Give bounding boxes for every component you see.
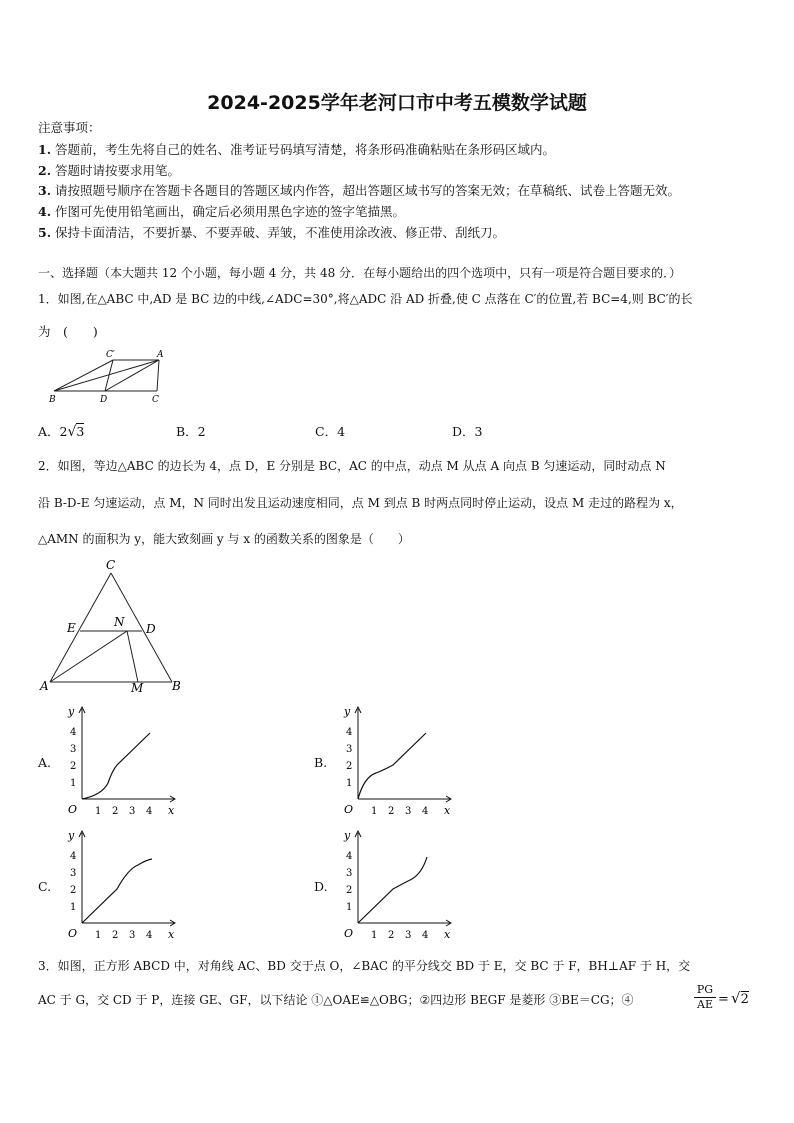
graph-b xyxy=(338,703,458,821)
page-title: 2024-2025学年老河口市中考五模数学试题 xyxy=(207,92,587,114)
label-c: C xyxy=(152,395,159,405)
x-axis-label: x xyxy=(168,804,175,817)
notice-item xyxy=(38,183,680,199)
q1-option-c[interactable]: C．4 xyxy=(315,424,346,439)
q1-figure xyxy=(44,346,174,406)
origin-label: O xyxy=(68,803,78,816)
x-axis-label: x xyxy=(444,804,451,817)
q2-option-a[interactable]: A. xyxy=(38,755,52,770)
y-tick: 3 xyxy=(70,868,77,879)
x-tick: 1 xyxy=(95,806,102,817)
section-heading: 一、选择题（本大题共 12 个小题，每小题 4 分，共 48 分．在每小题给出的四个选项中，只有一项是符合题目要求的．） xyxy=(38,266,682,280)
notice-heading: 注意事项： xyxy=(38,120,101,135)
notice-item xyxy=(38,204,405,220)
sqrt-symbol: √ xyxy=(731,989,741,1007)
notice-num: 5. xyxy=(38,225,52,240)
label-b: B xyxy=(49,395,56,405)
y-axis-label: y xyxy=(344,829,351,842)
x-tick: 3 xyxy=(129,930,136,941)
y-tick: 4 xyxy=(346,727,353,738)
q3-stem-line2: AC 于 G，交 CD 于 P，连接 GE、GF，以下结论 ①△OAE≌△OBG；②四边形 BEGF 是菱形 ③BE＝CG；④ xyxy=(38,993,634,1007)
y-tick: 1 xyxy=(346,778,353,789)
y-axis-label: y xyxy=(68,829,75,842)
y-tick: 2 xyxy=(346,885,353,896)
notice-num: 3. xyxy=(38,183,52,198)
q3-fraction xyxy=(694,983,716,1012)
y-tick: 2 xyxy=(346,761,353,772)
label-c-prime: C′ xyxy=(106,350,115,360)
label-d: D xyxy=(146,622,156,636)
graph-d xyxy=(338,827,458,945)
label-d: D xyxy=(100,395,108,405)
x-tick: 2 xyxy=(388,930,395,941)
x-tick: 2 xyxy=(388,806,395,817)
fraction-denominator: AE xyxy=(697,998,713,1011)
notice-text: 保持卡面清洁，不要折暴、不要弄破、弄皱，不准使用涂改液、修正带、刮纸刀。 xyxy=(55,225,506,240)
notice-text: 答题时请按要求用笔。 xyxy=(55,163,181,178)
q2-option-c[interactable]: C. xyxy=(38,879,52,894)
origin-label: O xyxy=(344,803,354,816)
q2-triangle-figure xyxy=(36,556,196,696)
y-axis-label: y xyxy=(344,705,351,718)
x-tick: 2 xyxy=(112,930,119,941)
label-b: B xyxy=(172,679,181,693)
x-tick: 1 xyxy=(371,806,378,817)
x-tick: 4 xyxy=(422,806,429,817)
x-axis-label: x xyxy=(168,928,175,941)
x-tick: 1 xyxy=(95,930,102,941)
q1-stem-line2: 为 ( ) xyxy=(38,324,98,339)
notice-num: 1. xyxy=(38,142,52,157)
x-tick: 4 xyxy=(146,806,153,817)
notice-item xyxy=(38,163,180,179)
q3-sqrt xyxy=(731,990,749,1008)
graph-a xyxy=(62,703,182,821)
fraction-numerator: PG xyxy=(694,983,716,998)
x-tick: 3 xyxy=(405,806,412,817)
notice-text: 答题前，考生先将自己的姓名、准考证号码填写清楚，将条形码准确粘贴在条形码区域内。 xyxy=(55,142,556,157)
radicand: 3 xyxy=(76,424,85,439)
q2-stem-line1: 2．如图，等边△ABC 的边长为 4，点 D，E 分别是 BC，AC 的中点，动点 M 从点 A 向点 B 匀速运动，同时动点 N xyxy=(38,459,666,473)
y-tick: 1 xyxy=(346,902,353,913)
q3-stem-line1: 3．如图，正方形 ABCD 中，对角线 AC、BD 交于点 O，∠BAC 的平分线交 BD 于 E，交 BC 于 F，BH⊥AF 于 H，交 xyxy=(38,959,691,973)
x-tick: 2 xyxy=(112,806,119,817)
notice-num: 4. xyxy=(38,204,52,219)
q1-option-b[interactable]: B．2 xyxy=(176,424,206,439)
q2-stem-line3: △AMN 的面积为 y，能大致刻画 y 与 x 的函数关系的图象是（ ） xyxy=(38,532,410,546)
x-axis-label: x xyxy=(444,928,451,941)
y-tick: 3 xyxy=(70,744,77,755)
graph-c xyxy=(62,827,182,945)
label-a: A xyxy=(40,679,49,693)
y-tick: 1 xyxy=(70,902,77,913)
x-tick: 4 xyxy=(146,930,153,941)
origin-label: O xyxy=(68,927,78,940)
q2-option-d[interactable]: D. xyxy=(314,879,328,894)
label-e: E xyxy=(67,621,76,635)
notice-item xyxy=(38,142,555,158)
label-c: C xyxy=(106,558,116,572)
q3-equals: = xyxy=(718,992,729,1007)
notice-num: 2. xyxy=(38,163,52,178)
y-axis-label: y xyxy=(68,705,75,718)
y-tick: 3 xyxy=(346,868,353,879)
q1-option-d[interactable]: D．3 xyxy=(452,424,483,439)
x-tick: 1 xyxy=(371,930,378,941)
origin-label: O xyxy=(344,927,354,940)
sqrt-symbol: √ xyxy=(67,424,77,440)
notice-item xyxy=(38,225,505,241)
notice-text: 作图可先使用铅笔画出，确定后必须用黑色字迹的签字笔描黑。 xyxy=(55,204,406,219)
q1-stem-line1: 1．如图,在△ABC 中,AD 是 BC 边的中线,∠ADC=30°,将△ADC 沿 AD 折叠,使 C 点落在 C′的位置,若 BC=4,则 BC′的长 xyxy=(38,292,693,306)
q2-stem-line2: 沿 B-D-E 匀速运动，点 M，N 同时出发且运动速度相同，点 M 到点 B 时两点同时停止运动，设点 M 走过的路程为 x， xyxy=(38,496,683,510)
label-n: N xyxy=(114,615,125,629)
y-tick: 4 xyxy=(346,851,353,862)
q2-option-b[interactable]: B. xyxy=(314,755,328,770)
label-a: A xyxy=(157,350,164,360)
x-tick: 3 xyxy=(129,806,136,817)
q1-option-a[interactable] xyxy=(38,422,84,440)
y-tick: 2 xyxy=(70,761,77,772)
y-tick: 4 xyxy=(70,727,77,738)
y-tick: 2 xyxy=(70,885,77,896)
radicand: 2 xyxy=(740,992,749,1007)
label-m: M xyxy=(131,681,144,695)
y-tick: 4 xyxy=(70,851,77,862)
notice-text: 请按照题号顺序在答题卡各题目的答题区域内作答，超出答题区域书写的答案无效；在草稿纸、试卷上答题无效。 xyxy=(55,183,681,198)
y-tick: 1 xyxy=(70,778,77,789)
option-a-text: A．2 xyxy=(38,424,68,439)
x-tick: 3 xyxy=(405,930,412,941)
y-tick: 3 xyxy=(346,744,353,755)
x-tick: 4 xyxy=(422,930,429,941)
